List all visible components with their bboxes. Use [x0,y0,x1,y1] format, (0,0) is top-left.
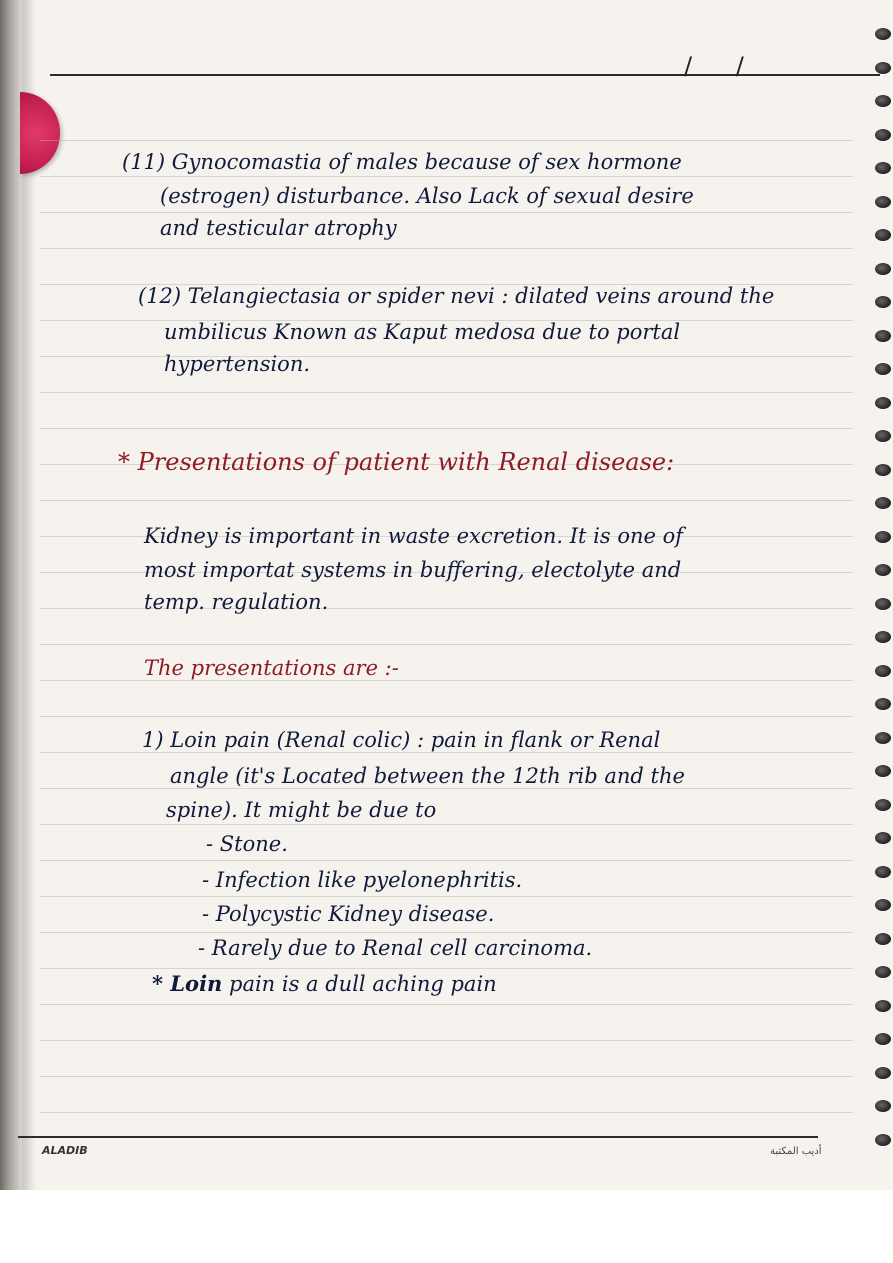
item-1-line-1: 1) Loin pain (Renal colic) : pain in flank or Renal [142,728,661,752]
intro-line-2: most importat systems in buffering, electolyte and [144,558,682,582]
spiral-ring [875,263,891,275]
spiral-ring [875,162,891,174]
intro-line-1: Kidney is important in waste excretion. It is one of [144,524,684,548]
brand-logo: ALADIB [42,1144,88,1157]
spiral-ring [875,1100,891,1112]
spiral-ring [875,899,891,911]
item-11-line-1: (11) Gynocomastia of males because of sex hormone [122,150,682,174]
spiral-ring [875,330,891,342]
spiral-ring [875,296,891,308]
cause-stone: - Stone. [206,832,288,856]
date-field: / / [684,52,762,80]
item-12-line-3: hypertension. [164,352,311,376]
spiral-ring [875,732,891,744]
item-11-line-2: (estrogen) disturbance. Also Lack of sexual desire [160,184,694,208]
cause-polycystic: - Polycystic Kidney disease. [202,902,495,926]
spiral-ring [875,464,891,476]
spiral-ring [875,363,891,375]
spiral-ring [875,129,891,141]
item-1-line-3: spine). It might be due to [166,798,437,822]
spiral-ring [875,866,891,878]
spiral-ring [875,1033,891,1045]
loin-pain-note-prefix: * Loin [152,971,223,996]
spiral-ring [875,564,891,576]
spiral-rings [871,20,893,1150]
spiral-ring [875,497,891,509]
spiral-ring [875,397,891,409]
item-12-line-1: (12) Telangiectasia or spider nevi : dilated veins around the [138,284,775,308]
spiral-ring [875,665,891,677]
brand-arabic-logo: أديب المكتبة [770,1146,822,1157]
loin-pain-note-rest: pain is a dull aching pain [229,972,497,996]
spiral-ring [875,62,891,74]
spiral-ring [875,698,891,710]
spiral-ring [875,95,891,107]
cause-carcinoma: - Rarely due to Renal cell carcinoma. [198,936,593,960]
item-12-line-2: umbilicus Known as Kaput medosa due to portal [164,320,681,344]
section-heading: * Presentations of patient with Renal disease: [118,448,675,476]
spiral-ring [875,1134,891,1146]
loin-pain-note [152,968,497,1000]
intro-line-3: temp. regulation. [144,590,329,614]
binding-shadow [22,0,36,1190]
spiral-ring [875,430,891,442]
spiral-ring [875,196,891,208]
spiral-ring [875,598,891,610]
spiral-ring [875,1000,891,1012]
red-page-tab [20,92,60,174]
footer-line [18,1136,818,1138]
spiral-ring [875,631,891,643]
spiral-ring [875,799,891,811]
spiral-ring [875,966,891,978]
item-11-line-3: and testicular atrophy [160,216,397,240]
spiral-ring [875,229,891,241]
spiral-ring [875,531,891,543]
spiral-ring [875,933,891,945]
spiral-ring [875,832,891,844]
cause-infection: - Infection like pyelonephritis. [202,868,523,892]
spiral-ring [875,765,891,777]
presentations-label: The presentations are :- [144,656,399,680]
item-1-line-2: angle (it's Located between the 12th rib and the [170,764,685,788]
spiral-ring [875,28,891,40]
notebook-binding [0,0,22,1190]
spiral-ring [875,1067,891,1079]
